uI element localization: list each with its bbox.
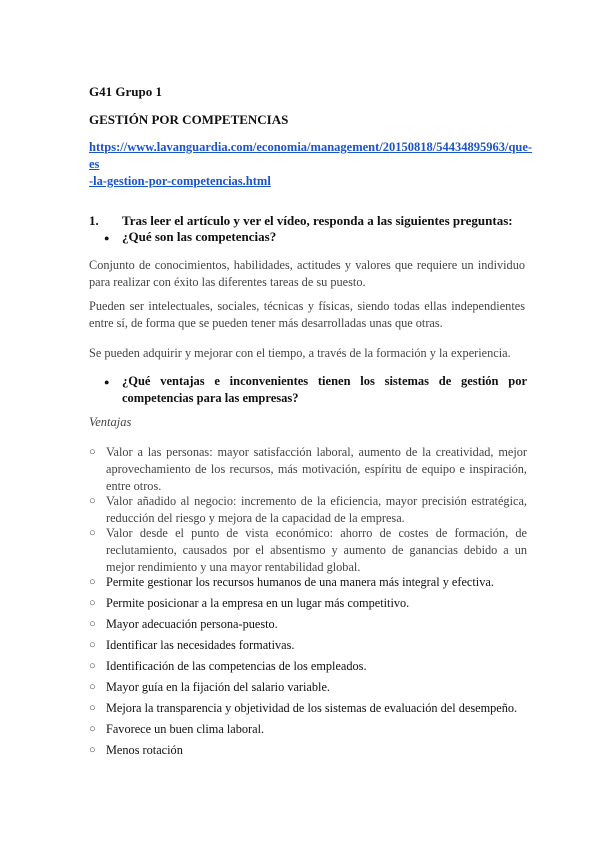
circle-bullet-icon: ○ <box>89 723 96 735</box>
answer-paragraph-2: Pueden ser intelectuales, sociales, técnicas y físicas, siendo todas ellas independientes entre sí, de forma que se pueden tener más desarrolladas unas que otras. <box>89 299 525 330</box>
list-item: Valor a las personas: mayor satisfacción laboral, aumento de la creatividad, mejor aprovechamiento de los recursos, más motivación, espíritu de equipo e inspiración, entre otros. <box>106 445 527 493</box>
list-item: Mayor guía en la fijación del salario variable. <box>106 680 330 694</box>
article-link-line-1[interactable]: https://www.lavanguardia.com/economia/management/20150818/54434895963/que-es <box>89 140 533 171</box>
circle-bullet-icon: ○ <box>89 495 96 507</box>
circle-bullet-icon: ○ <box>89 744 96 756</box>
circle-bullet-icon: ○ <box>89 618 96 630</box>
circle-bullet-icon: ○ <box>89 702 96 714</box>
circle-bullet-icon: ○ <box>89 527 96 539</box>
circle-bullet-icon: ○ <box>89 597 96 609</box>
question-number: 1. <box>89 213 99 228</box>
circle-bullet-icon: ○ <box>89 639 96 651</box>
answer-paragraph-3: Se pueden adquirir y mejorar con el tiempo, a través de la formación y la experiencia. <box>89 346 511 360</box>
list-item: Mayor adecuación persona-puesto. <box>106 617 278 631</box>
list-item: Favorece un buen clima laboral. <box>106 722 265 736</box>
list-item: Mejora la transparencia y objetividad de los sistemas de evaluación del desempeño. <box>106 701 518 715</box>
circle-bullet-icon: ○ <box>89 660 96 672</box>
list-item: Permite posicionar a la empresa en un lugar más competitivo. <box>106 596 410 610</box>
circle-bullet-icon: ○ <box>89 446 96 458</box>
bullet-icon: ● <box>104 377 110 387</box>
ventajas-label: Ventajas <box>89 415 132 429</box>
list-item: Permite gestionar los recursos humanos de una manera más integral y efectiva. <box>106 575 494 589</box>
bullet-icon: ● <box>104 233 110 243</box>
list-item: Menos rotación <box>106 743 183 757</box>
list-item: Valor añadido al negocio: incremento de la eficiencia, mayor precisión estratégica, reducción del riesgo y mejora de la capacidad de la empresa. <box>106 494 527 525</box>
article-link[interactable] <box>89 139 533 190</box>
list-item: Identificar las necesidades formativas. <box>106 638 295 652</box>
sub-question-1: ¿Qué son las competencias? <box>122 229 277 244</box>
list-item: Valor desde el punto de vista económico: ahorro de costes de formación, de reclutamiento, causados por el absentismo y aumento de ganancias debido a un mejor rendimiento y una mayor rentabilidad global. <box>106 526 527 574</box>
document-title: GESTIÓN POR COMPETENCIAS <box>89 112 289 127</box>
article-link-line-2[interactable]: -la-gestion-por-competencias.html <box>89 174 271 188</box>
circle-bullet-icon: ○ <box>89 576 96 588</box>
question-text: Tras leer el artículo y ver el vídeo, responda a las siguientes preguntas: <box>122 213 513 228</box>
sub-question-2: ¿Qué ventajas e inconvenientes tienen los sistemas de gestión por competencias para las empresas? <box>122 374 527 405</box>
group-heading: G41 Grupo 1 <box>89 84 162 99</box>
circle-bullet-icon: ○ <box>89 681 96 693</box>
list-item: Identificación de las competencias de los empleados. <box>106 659 367 673</box>
answer-paragraph-1: Conjunto de conocimientos, habilidades, actitudes y valores que requiere un individuo para realizar con éxito las diferentes tareas de su puesto. <box>89 258 525 289</box>
